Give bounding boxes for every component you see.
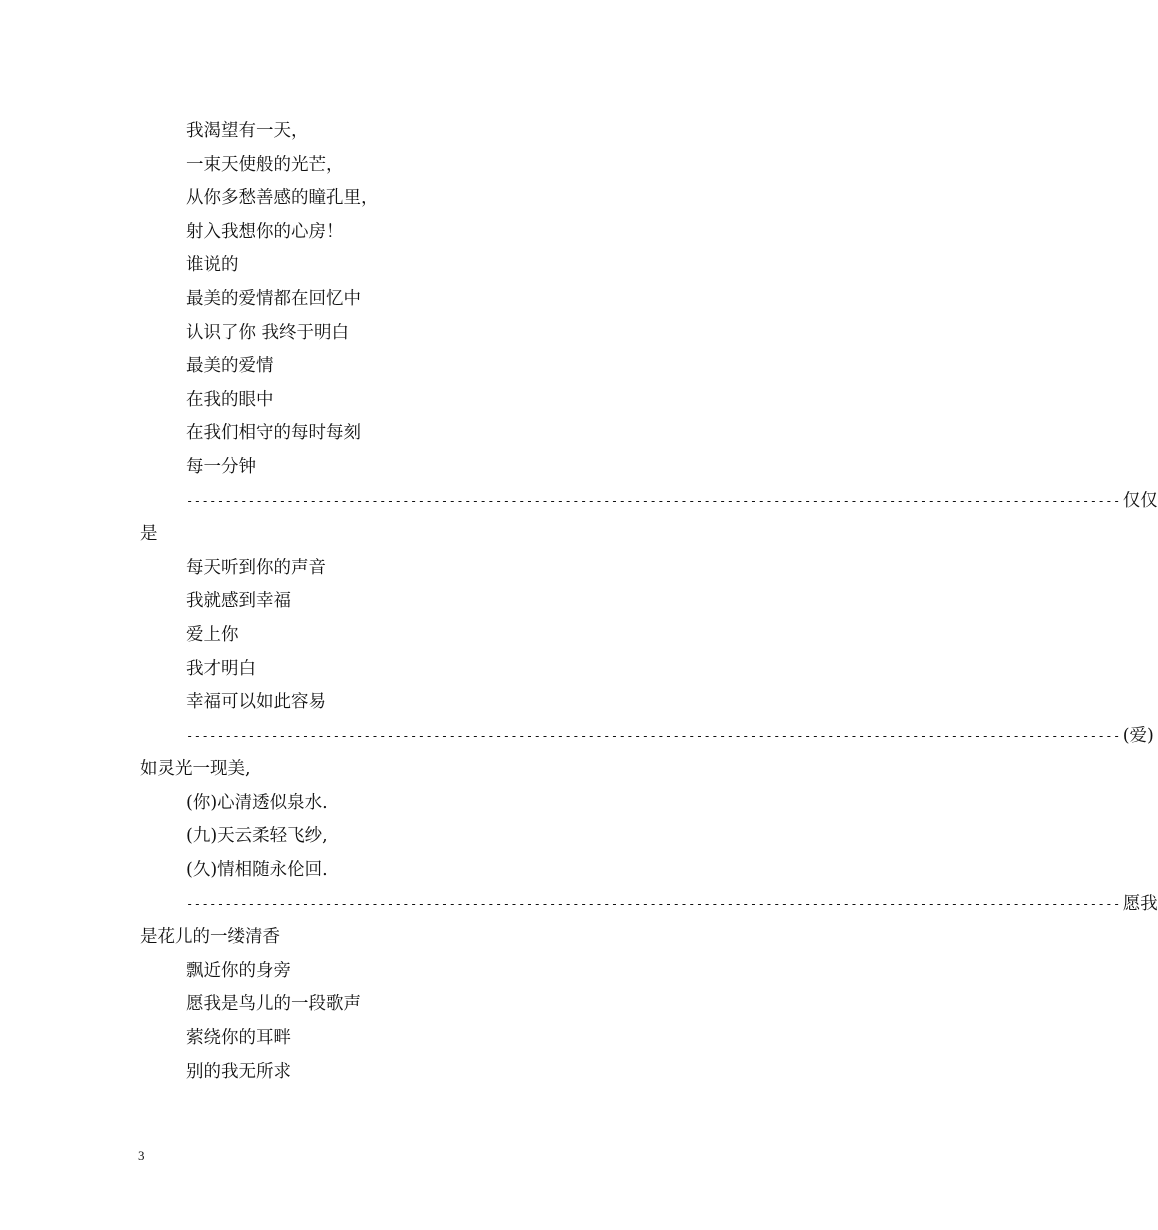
poem-line: 每一分钟 [186,456,256,477]
poem-line: 每天听到你的声音 [186,557,326,578]
divider-tail-text: 仅仅 [1122,490,1158,511]
poem-line [140,1089,820,1123]
page-number: 3 [138,1148,145,1163]
dashed-divider [140,888,1158,922]
poem-line: (久)情相随永伦回. [186,860,328,881]
poem-line: (九)天云柔轻飞纱, [186,826,328,847]
poem-line: 飘近你的身旁 [186,960,291,981]
poem-line: 幸福可以如此容易 [186,692,326,713]
poem-line: 射入我想你的心房！ [186,221,344,242]
divider-continuation: 是花儿的一缕清香 [140,927,280,948]
divider-tail-text: (爱) [1122,725,1154,746]
dashed-divider [140,720,1154,754]
poem-line: 最美的爱情 [186,356,274,377]
divider-dashes: ------------------------------------------------------------------------------------------------------------------------- [186,493,1121,508]
poem-line: 认识了你 我终于明白 [186,322,350,343]
poem-line: 爱上你 [186,624,239,645]
poem-line: 最美的爱情都在回忆中 [186,288,361,309]
poem-line: 谁说的 [186,255,239,276]
poem-line: (你)心清透似泉水. [186,792,328,813]
poem-line: 愿我是鸟儿的一段歌声 [186,994,361,1015]
poem-line: 我就感到幸福 [186,591,291,612]
poem-line: 别的我无所求 [186,1061,291,1082]
poem-body [140,115,1158,1123]
divider-continuation: 是 [140,524,158,545]
poem-line: 我才明白 [186,658,256,679]
poem-line: 在我的眼中 [186,389,274,410]
poem-line: 我渴望有一天， [186,121,309,141]
divider-dashes: ------------------------------------------------------------------------------------------------------------------------- [186,728,1121,743]
poem-line: 从你多愁善感的瞳孔里， [186,188,379,209]
dashed-divider [140,485,1158,519]
poem-line: 萦绕你的耳畔 [186,1028,291,1049]
divider-continuation: 如灵光一现美, [140,759,251,780]
poem-line: 在我们相守的每时每刻 [186,423,361,444]
divider-tail-text: 愿我 [1122,893,1158,914]
poem-line: 一束天使般的光芒， [186,154,344,175]
divider-dashes: ------------------------------------------------------------------------------------------------------------------------- [186,896,1121,911]
